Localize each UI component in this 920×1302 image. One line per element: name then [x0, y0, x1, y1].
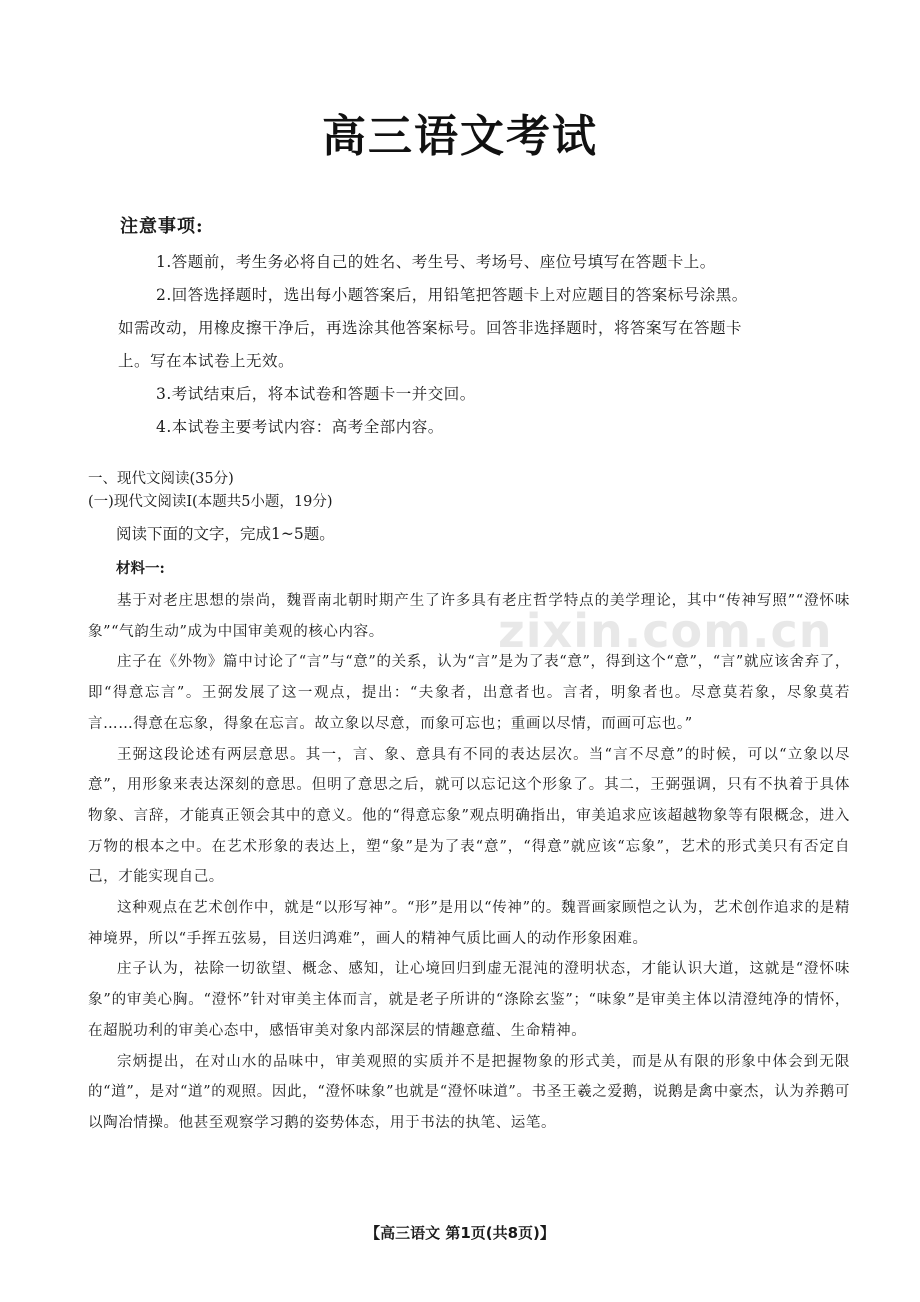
notice-item-2: 2.回答选择题时，选出每小题答案后，用铅笔把答题卡上对应题目的答案标号涂黑。 — [156, 286, 748, 304]
material-label: 材料一: — [116, 560, 165, 577]
notice-item-2-end: 上。写在本试卷上无效。 — [118, 352, 295, 370]
notice-item-2-continued: 如需改动，用橡皮擦干净后，再选涂其他答案标号。回答非选择题时，将答案写在答题卡 — [118, 319, 743, 337]
passage-paragraph: 庄子认为，祛除一切欲望、概念、感知，让心境回归到虚无混沌的澄明状态，才能认识大道，这就是“澄怀味象”的审美心胸。“澄怀”针对审美主体而言，就是老子所讲的“涤除玄鉴”；“味象”是审美主体以清澄纯净的情怀，在超脱功利的审美心态中，感悟审美对象内部深层的情趣意蕴、生命精神。 — [88, 961, 850, 1039]
notice-block — [118, 212, 818, 444]
part-heading: 一、现代文阅读(35分) — [88, 471, 234, 487]
passage-paragraph: 这种观点在艺术创作中，就是“以形写神”。“形”是用以“传神”的。魏晋画家顾恺之认为，艺术创作追求的是精神境界，所以“手挥五弦易，目送归鸿难”，画人的精神气质比画人的动作形象困难。 — [88, 900, 850, 947]
exam-title: 高三语文考试 — [322, 111, 598, 162]
passage-paragraph: 王弼这段论述有两层意思。其一，言、象、意具有不同的表达层次。当“言不尽意”的时候，可以“立象以尽意”，用形象来表达深刻的意思。但明了意思之后，就可以忘记这个形象了。其二，王弼强调，只有不执着于具体物象、言辞，才能真正领会其中的意义。他的“得意忘象”观点明确指出，审美追求应该超越物象等有限概念，进入万物的根本之中。在艺术形象的表达上，塑“象”是为了表“意”，“得意”就应该“忘象”，艺术的形式美只有否定自己，才能实现自己。 — [88, 746, 850, 886]
page-footer: 【高三语文 第1页(共8页)】 — [365, 1224, 555, 1242]
passage-paragraph: 宗炳提出，在对山水的品味中，审美观照的实质并不是把握物象的形式美，而是从有限的形象中体会到无限的“道”，是对“道”的观照。因此，“澄怀味象”也就是“澄怀味道”。书圣王羲之爱鹅，说鹅是禽中豪杰，认为养鹅可以陶冶情操。他甚至观察学习鹅的姿势体态，用于书法的执笔、运笔。 — [88, 1053, 850, 1131]
watermark: zixin.com.cn — [498, 604, 833, 658]
notice-item-3: 3.考试结束后，将本试卷和答题卡一并交回。 — [156, 385, 476, 403]
notice-item-4: 4.本试卷主要考试内容：高考全部内容。 — [156, 418, 444, 436]
passage — [88, 586, 850, 1139]
reading-instruction: 阅读下面的文字，完成1~5题。 — [116, 525, 335, 543]
passage-paragraph: 基于对老庄思想的崇尚，魏晋南北朝时期产生了许多具有老庄哲学特点的美学理论，其中“传神写照”“澄怀味象”“气韵生动”成为中国审美观的核心内容。 — [88, 593, 850, 640]
passage-paragraph: 庄子在《外物》篇中讨论了“言”与“意”的关系，认为“言”是为了表“意”，得到这个“意”，“言”就应该舍弃了，即“得意忘言”。王弼发展了这一观点，提出：“夫象者，出意者也。言者，明象者也。尽意莫若象，尽象莫若言……得意在忘象，得象在忘言。故立象以尽意，而象可忘也；重画以尽情，而画可忘也。” — [88, 654, 850, 732]
notice-item-1: 1.答题前，考生务必将自己的姓名、考生号、考场号、座位号填写在答题卡上。 — [156, 253, 716, 271]
notice-heading: 注意事项: — [120, 216, 204, 237]
sub-heading: (一)现代文阅读Ⅰ(本题共5小题，19分) — [88, 494, 333, 510]
section-header — [88, 468, 848, 586]
